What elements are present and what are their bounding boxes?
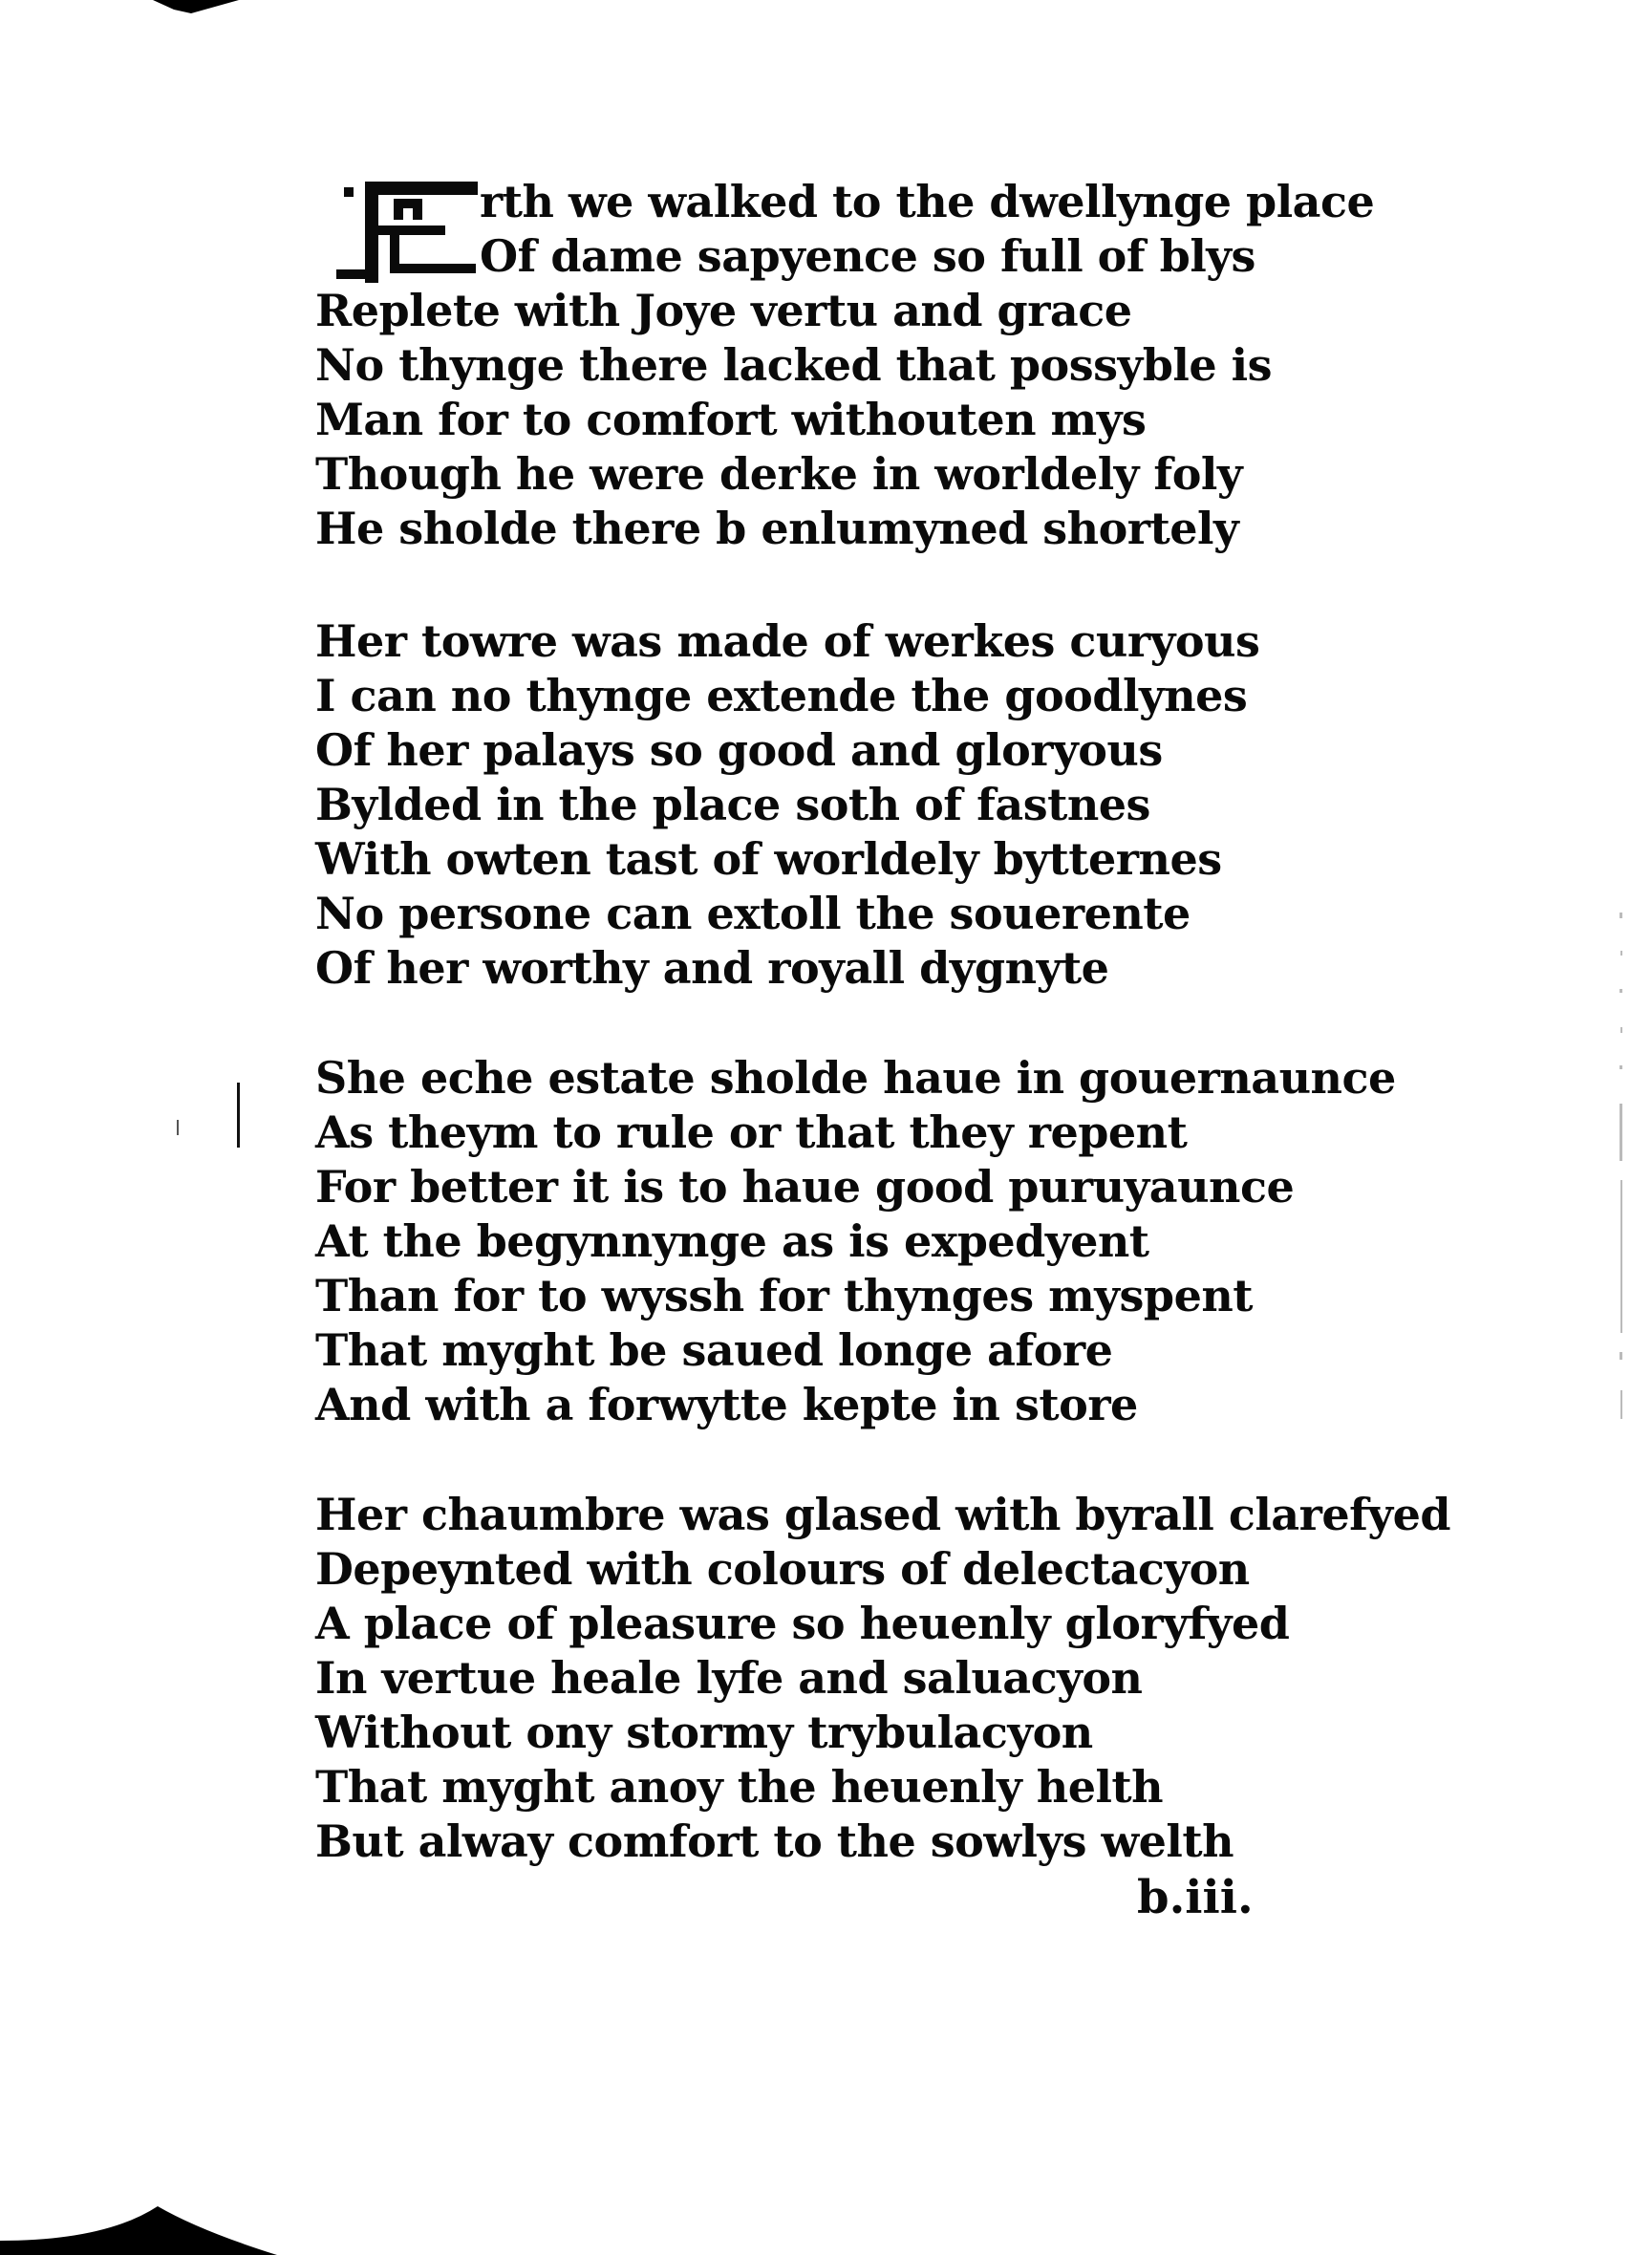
verse-line: Her chaumbre was glased with byrall clarefyed: [315, 1489, 1451, 1540]
margin-tick: [177, 1120, 179, 1135]
verse-line: For better it is to haue good puruyaunce: [315, 1161, 1295, 1213]
verse-line: Man for to comfort withouten mys: [315, 394, 1147, 445]
verse-line: With owten tast of worldely bytternes: [315, 833, 1222, 885]
scan-corner-top-icon: [153, 0, 239, 19]
signature-mark: b.iii.: [1137, 1871, 1254, 1924]
verse-line: No thynge there lacked that possyble is: [315, 339, 1273, 391]
verse-line: A place of pleasure so heuenly gloryfyed: [315, 1598, 1290, 1649]
verse-line: I can no thynge extende the goodlynes: [315, 670, 1248, 721]
verse-line: Of her worthy and royall dygnyte: [315, 942, 1109, 994]
verse-line: Of dame sapyence so full of blys: [480, 230, 1255, 282]
verse-line: He sholde there b enlumyned shortely: [315, 503, 1239, 554]
verse-line: At the begynnynge as is expedyent: [315, 1215, 1149, 1267]
verse-line: She eche estate sholde haue in gouernaunce: [315, 1052, 1396, 1104]
scan-corner-bottom-icon: [0, 2202, 287, 2255]
verse-line: But alway comfort to the sowlys welth: [315, 1815, 1234, 1867]
verse-line: That myght be saued longe afore: [315, 1324, 1113, 1376]
verse-line: rth we walked to the dwellynge place: [480, 176, 1375, 227]
margin-rule: [237, 1083, 240, 1148]
stanza: [315, 1488, 1451, 1869]
stanza: [315, 614, 1347, 996]
verse-line: Depeynted with colours of delectacyon: [315, 1543, 1250, 1595]
stanza: [315, 175, 1375, 556]
verse-line: Bylded in the place soth of fastnes: [315, 779, 1150, 830]
verse-line: No persone can extoll the souerente: [315, 888, 1191, 939]
verse-line: And with a forwytte kepte in store: [315, 1379, 1138, 1430]
verse-line: Without ony stormy trybulacyon: [315, 1707, 1093, 1758]
verse-line: Replete with Joye vertu and grace: [315, 285, 1132, 336]
verse-line: Though he were derke in worldely foly: [315, 448, 1243, 500]
scan-edge-icon: [1615, 913, 1628, 1428]
verse-line: Than for to wyssh for thynges myspent: [315, 1270, 1254, 1321]
verse-line: Her towre was made of werkes curyous: [315, 615, 1260, 667]
verse-line: Of her palays so good and gloryous: [315, 724, 1163, 776]
stanza: [315, 1051, 1396, 1432]
verse-line: As theym to rule or that they repent: [315, 1106, 1188, 1158]
verse-line: That myght anoy the heuenly helth: [315, 1761, 1164, 1813]
verse-line: In vertue heale lyfe and saluacyon: [315, 1652, 1143, 1704]
